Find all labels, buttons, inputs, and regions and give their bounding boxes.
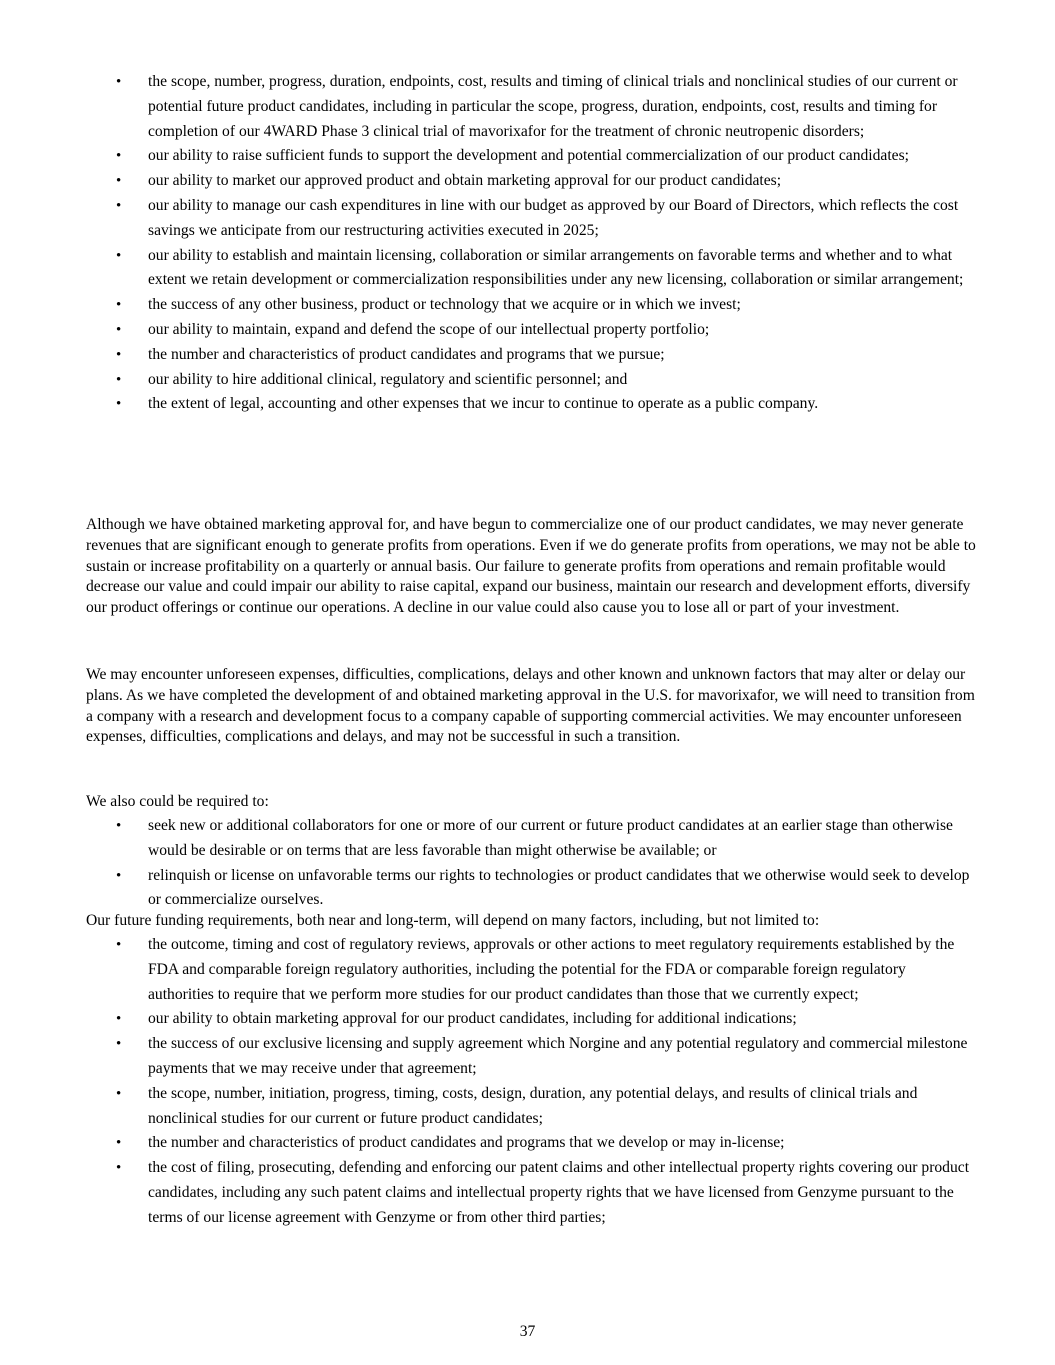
list-item [0,1131,1055,1156]
list-item-text: the success of any other business, product or technology that we acquire or in which we invest; [148,296,741,314]
bullet-icon: • [116,937,122,953]
list-item [0,368,1055,393]
list-item-text: seek new or additional collaborators for one or more of our current or future product candidates at an earlier stage than otherwise would be desirable or on terms that are less favorable than might otherwise be available; or [148,817,953,859]
list-item [0,144,1055,169]
paragraph-funding-requirements: Our future funding requirements, both near and long-term, will depend on many factors, including, but not limited to: [86,912,820,929]
bullet-icon: • [116,173,122,190]
bullet-icon: • [116,247,122,264]
list-item-text: the extent of legal, accounting and other expenses that we incur to continue to operate as a public company. [148,395,819,413]
bullet-icon: • [116,867,122,884]
list-item-text: the number and characteristics of product candidates and programs that we pursue; [148,345,665,363]
list-item [0,392,1055,417]
list-item-text: the scope, number, initiation, progress, timing, costs, design, duration, any potential delays, and results of clinical trials and nonclinical studies for our current or future product candidates; [148,1084,918,1127]
list-item-text: relinquish or license on unfavorable terms our rights to technologies or product candidates that we otherwise would seek to develop or commercialize ourselves. [148,866,970,909]
list-item-text: the cost of filing, prosecuting, defending and enforcing our patent claims and other intellectual property rights covering our product candidates, including any such patent claims and intellectual property rights that we have licensed from Genzyme pursuant to the terms of our license agreement with Genzyme or from other third parties; [148,1159,970,1226]
bullet-icon: • [116,396,122,413]
list-item [0,169,1055,194]
list-item-text: our ability to market our approved product and obtain marketing approval for our product candidates; [148,172,782,190]
list-item-text: our ability to manage our cash expenditures in line with our budget as approved by our Board of Directors, which reflects the cost savings we anticipate from our restructuring activities executed in 2025; [148,196,959,239]
bullet-icon: • [116,321,122,338]
bullet-icon: • [116,74,122,90]
bullet-icon: • [116,197,122,214]
factor-list-1 [0,70,1055,417]
list-item [0,293,1055,318]
paragraph-unforeseen-expenses: We may encounter unforeseen expenses, difficulties, complications, delays and other known and unknown factors that may alter or delay our plans. As we have completed the development of and obtained marketing approval in the U.S. for mavorixafor, we will need to transition from a company with a research and development focus to a company capable of supporting commercial activities. We may encounter unforeseen expenses, difficulties, complications and delays, and may not be successful in such a transition. [86,666,975,746]
bullet-icon: • [116,1160,122,1177]
list-item [0,1007,1055,1032]
requirement-list [0,814,1055,913]
bullet-icon: • [116,818,122,834]
page-number: 37 [519,1323,536,1340]
list-item-text: the scope, number, progress, duration, endpoints, cost, results and timing of clinical trials and nonclinical studies of our current or potential future product candidates, including in particular the scope, progress, duration, endpoints, cost, results and timing for completion of our 4WARD Phase 3 clinical trial of mavorixafor for the treatment of chronic neutropenic disorders; [148,73,958,140]
list-item-text: our ability to establish and maintain licensing, collaboration or similar arrangements on favorable terms and whether and to what extent we retain development or commercialization responsibilities under any new licensing, collaboration or similar arrangement; [148,246,964,289]
funding-factor-list [0,933,1055,1231]
list-item-text: the outcome, timing and cost of regulatory reviews, approvals or other actions to meet regulatory requirements established by the FDA and comparable foreign regulatory authorities, including the potential for the FDA or comparable foreign regulatory authorities to require that we perform more studies for our product candidates than those that we currently expect; [148,936,955,1003]
paragraph-also-required: We also could be required to: [86,793,269,810]
list-item [0,1032,1055,1082]
bullet-icon: • [116,1036,122,1053]
bullet-icon: • [116,297,122,314]
bullet-icon: • [116,1135,122,1152]
list-item-text: our ability to maintain, expand and defend the scope of our intellectual property portfolio; [148,320,710,338]
list-item-text: our ability to hire additional clinical, regulatory and scientific personnel; and [148,370,628,388]
list-item-text: our ability to obtain marketing approval for our product candidates, including for additional indications; [148,1010,797,1028]
paragraph-profitability: Although we have obtained marketing approval for, and have begun to commercialize one of our product candidates, we may never generate revenues that are significant enough to generate profits from operations. Even if we do generate profits from operations, we may not be able to sustain or increase profitability on a quarterly or annual basis. Our failure to generate profits from operations and remain profitable would decrease our value and could impair our ability to raise capital, expand our business, maintain our research and development efforts, diversify our product offerings or continue our operations. A decline in our value could also cause you to lose all or part of your investment. [86,516,976,617]
list-item [0,244,1055,294]
list-item [0,814,1055,864]
list-item [0,318,1055,343]
list-item [0,1156,1055,1230]
list-item [0,194,1055,244]
list-item [0,933,1055,1007]
bullet-icon: • [116,371,122,388]
list-item-text: our ability to raise sufficient funds to support the development and potential commercialization of our product candidates; [148,147,909,165]
list-item [0,1082,1055,1132]
list-item [0,70,1055,144]
list-item-text: the success of our exclusive licensing and supply agreement which Norgine and any potential regulatory and commercial milestone payments that we may receive under that agreement; [148,1035,968,1077]
bullet-icon: • [116,148,122,165]
list-item [0,343,1055,368]
list-item [0,864,1055,914]
bullet-icon: • [116,346,122,363]
bullet-icon: • [116,1085,122,1102]
list-item-text: the number and characteristics of product candidates and programs that we develop or may in-license; [148,1134,785,1152]
bullet-icon: • [116,1011,122,1028]
